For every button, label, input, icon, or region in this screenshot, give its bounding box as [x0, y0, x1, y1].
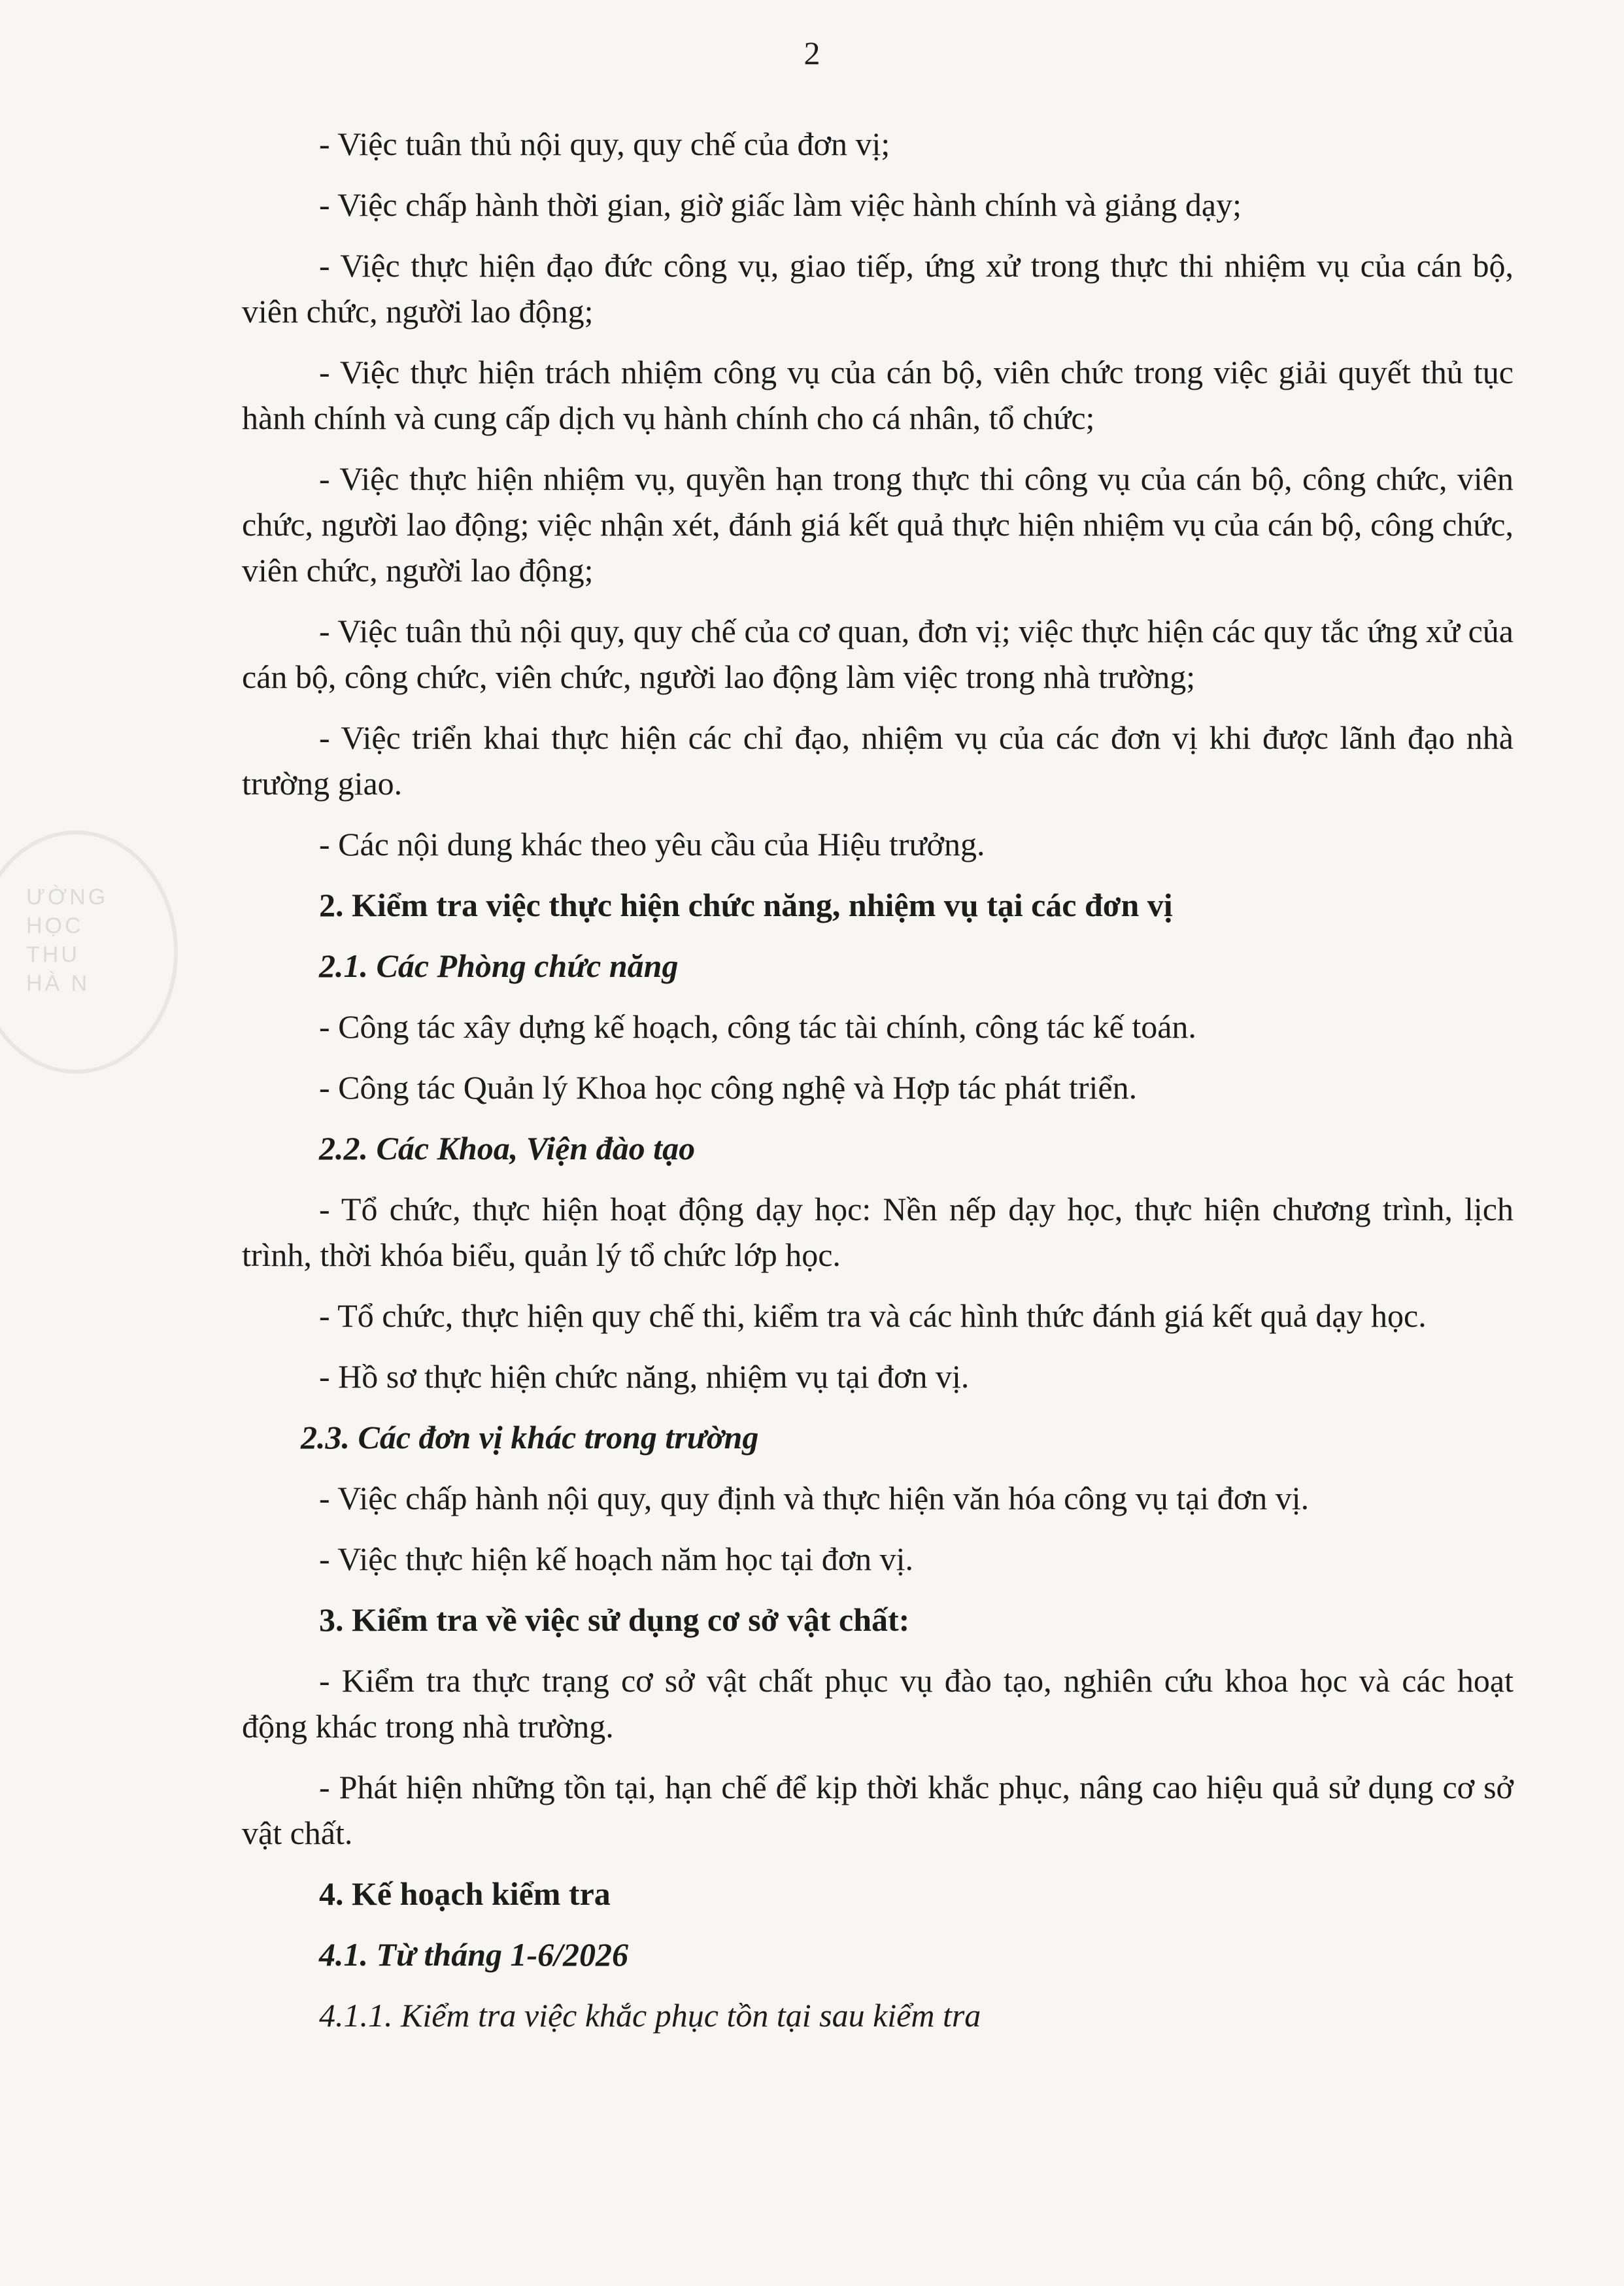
paragraph: - Việc thực hiện trách nhiệm công vụ của cán bộ, viên chức trong việc giải quyết thủ tục hành chính và cung cấp dịch vụ hành chính cho cá nhân, tổ chức;: [242, 354, 1514, 436]
paragraph: - Việc chấp hành nội quy, quy định và thực hiện văn hóa công vụ tại đơn vị.: [319, 1480, 1310, 1516]
page-number: 2: [804, 35, 820, 71]
paragraph: - Việc chấp hành thời gian, giờ giấc làm việc hành chính và giảng dạy;: [319, 186, 1242, 223]
section-heading: 2. Kiểm tra việc thực hiện chức năng, nhiệm vụ tại các đơn vị: [319, 887, 1173, 923]
paragraph: - Công tác Quản lý Khoa học công nghệ và Hợp tác phát triển.: [319, 1069, 1138, 1106]
paragraph: - Việc tuân thủ nội quy, quy chế của đơn vị;: [319, 126, 890, 162]
sub-subsection-heading: 4.1.1. Kiểm tra việc khắc phục tồn tại sau kiểm tra: [319, 1997, 981, 2034]
subsection-heading: 4.1. Từ tháng 1-6/2026: [319, 1936, 629, 1973]
paragraph: - Việc thực hiện nhiệm vụ, quyền hạn trong thực thi công vụ của cán bộ, công chức, viên chức, người lao động; việc nhận xét, đánh giá kết quả thực hiện nhiệm vụ của cán bộ, công chức, viên chức, người lao động;: [242, 460, 1514, 589]
document-body: [242, 121, 1514, 2053]
stamp-line: THU: [26, 942, 80, 967]
section-heading: 3. Kiểm tra về việc sử dụng cơ sở vật chất:: [319, 1601, 910, 1638]
faded-stamp-text: [26, 883, 170, 998]
stamp-line: ƯỜNG: [26, 885, 109, 910]
paragraph: - Tổ chức, thực hiện quy chế thi, kiểm tra và các hình thức đánh giá kết quả dạy học.: [319, 1297, 1427, 1334]
subsection-heading: 2.3. Các đơn vị khác trong trường: [301, 1419, 759, 1456]
paragraph: - Việc triển khai thực hiện các chỉ đạo, nhiệm vụ của các đơn vị khi được lãnh đạo nhà trường giao.: [242, 719, 1514, 802]
paragraph: - Phát hiện những tồn tại, hạn chế để kịp thời khắc phục, nâng cao hiệu quả sử dụng cơ sở vật chất.: [242, 1769, 1514, 1851]
paragraph: - Việc tuân thủ nội quy, quy chế của cơ quan, đơn vị; việc thực hiện các quy tắc ứng xử của cán bộ, công chức, viên chức, người lao động làm việc trong nhà trường;: [242, 613, 1514, 695]
paragraph: - Hồ sơ thực hiện chức năng, nhiệm vụ tại đơn vị.: [319, 1358, 970, 1395]
paragraph: - Công tác xây dựng kế hoạch, công tác tài chính, công tác kế toán.: [319, 1008, 1196, 1045]
section-heading: 4. Kế hoạch kiểm tra: [319, 1875, 611, 1912]
subsection-heading: 2.1. Các Phòng chức năng: [319, 947, 679, 984]
paragraph: - Tổ chức, thực hiện hoạt động dạy học: Nền nếp dạy học, thực hiện chương trình, lịch trình, thời khóa biểu, quản lý tổ chức lớp học.: [242, 1191, 1514, 1273]
subsection-heading: 2.2. Các Khoa, Viện đào tạo: [319, 1130, 696, 1167]
paragraph: - Việc thực hiện đạo đức công vụ, giao tiếp, ứng xử trong thực thi nhiệm vụ của cán bộ, viên chức, người lao động;: [242, 247, 1514, 330]
stamp-line: HÀ N: [26, 971, 90, 996]
paragraph: - Các nội dung khác theo yêu cầu của Hiệu trưởng.: [319, 826, 985, 862]
paragraph: - Việc thực hiện kế hoạch năm học tại đơn vị.: [319, 1541, 914, 1577]
stamp-line: HỌC: [26, 913, 84, 938]
paragraph: - Kiểm tra thực trạng cơ sở vật chất phục vụ đào tạo, nghiên cứu khoa học và các hoạt động khác trong nhà trường.: [242, 1662, 1514, 1745]
